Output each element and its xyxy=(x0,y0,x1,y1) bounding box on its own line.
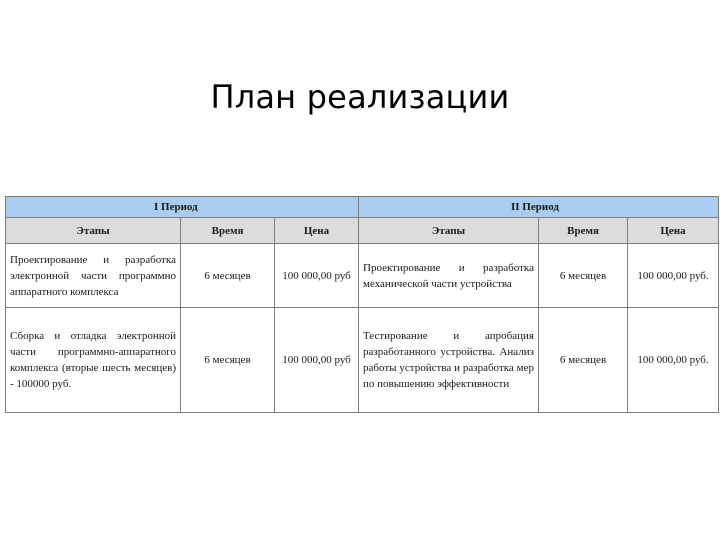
table-row xyxy=(6,308,719,413)
table-cell-time: 6 месяцев xyxy=(539,308,628,413)
column-header-time: Время xyxy=(181,218,275,244)
table-cell-stage: Проектирование и разработка электронной части программно аппаратного комплекса xyxy=(6,244,181,308)
column-header-stages: Этапы xyxy=(359,218,539,244)
implementation-plan-table xyxy=(5,196,719,413)
column-header-time: Время xyxy=(539,218,628,244)
slide-title: План реализации xyxy=(210,78,510,116)
column-header-stages: Этапы xyxy=(6,218,181,244)
table-cell-stage: Проектирование и разработка механической части устройства xyxy=(359,244,539,308)
column-header-row xyxy=(6,218,719,244)
table-cell-time: 6 месяцев xyxy=(539,244,628,308)
column-header-price: Цена xyxy=(628,218,719,244)
table-row xyxy=(6,244,719,308)
period-1-header: I Период xyxy=(6,197,359,218)
period-header-row xyxy=(6,197,719,218)
table-cell-time: 6 месяцев xyxy=(181,308,275,413)
table-cell-time: 6 месяцев xyxy=(181,244,275,308)
period-2-header: II Период xyxy=(359,197,719,218)
table-cell-price: 100 000,00 руб xyxy=(275,308,359,413)
table-cell-price: 100 000,00 руб. xyxy=(628,308,719,413)
column-header-price: Цена xyxy=(275,218,359,244)
table-cell-price: 100 000,00 руб. xyxy=(628,244,719,308)
table-cell-stage: Тестирование и апробация разработанного устройства. Анализ работы устройства и разработка мер по повышению эффективности xyxy=(359,308,539,413)
table-cell-stage: Сборка и отладка электронной части программно-аппаратного комплекса (вторые шесть месяцев) - 100000 руб. xyxy=(6,308,181,413)
table-cell-price: 100 000,00 руб xyxy=(275,244,359,308)
